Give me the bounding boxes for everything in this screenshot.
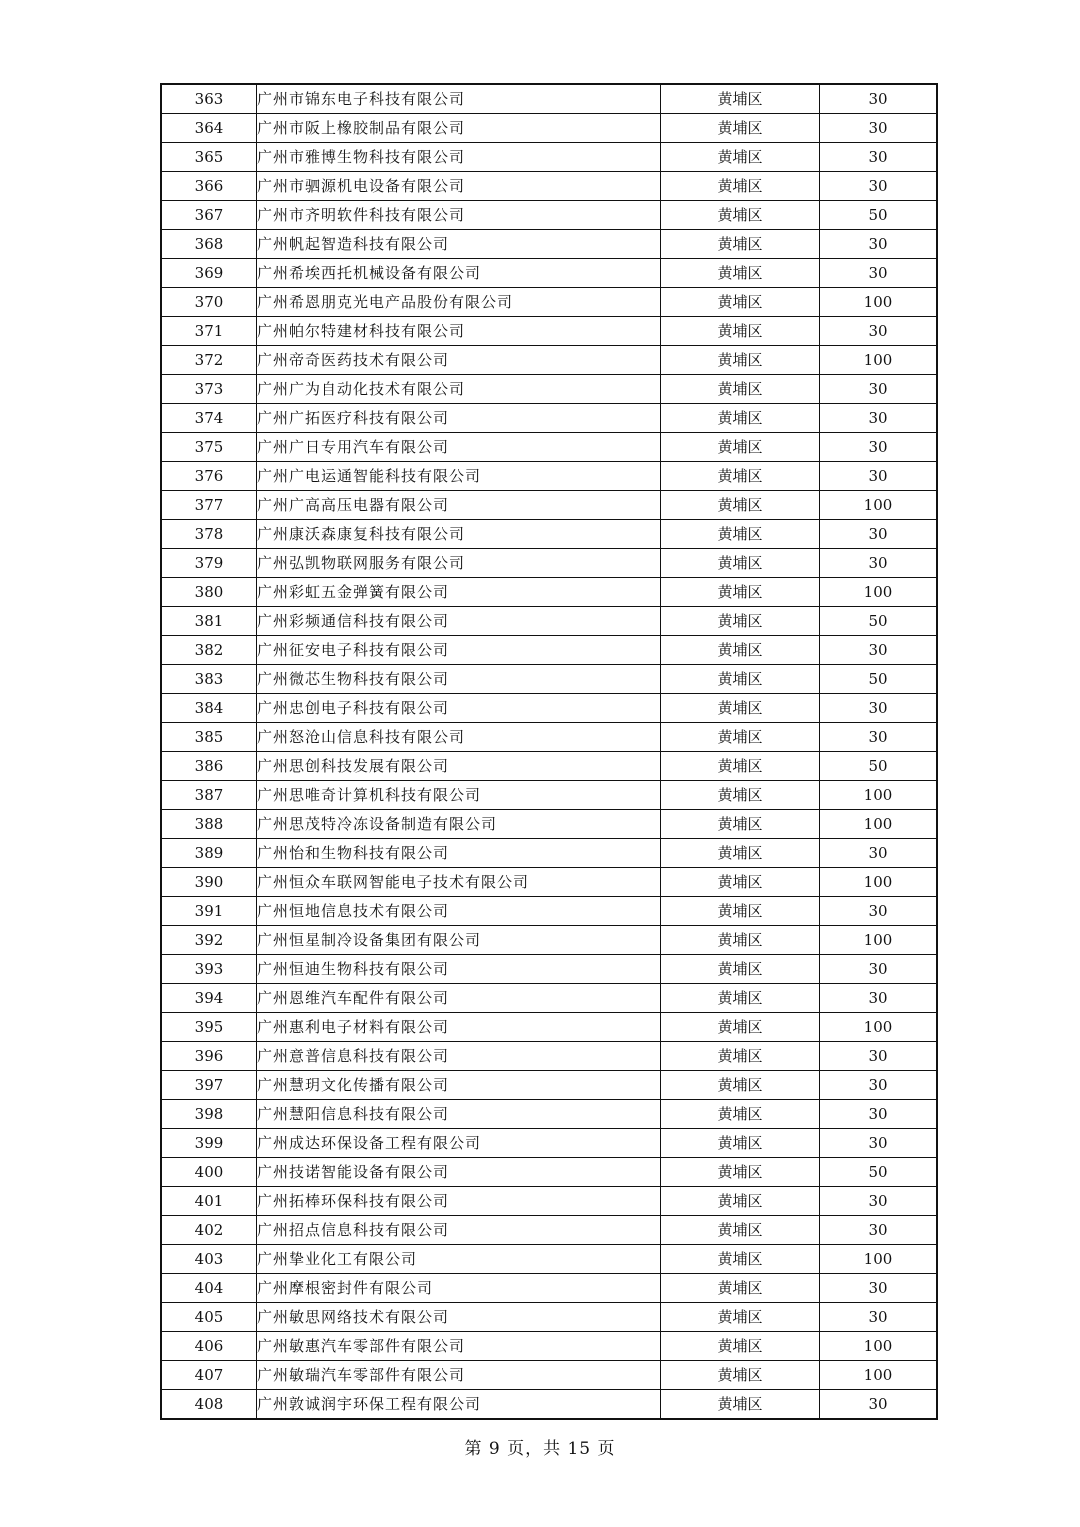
district-cell: 黄埔区 bbox=[661, 549, 820, 578]
row-number-cell: 390 bbox=[161, 868, 257, 897]
district-cell: 黄埔区 bbox=[661, 636, 820, 665]
row-number-cell: 386 bbox=[161, 752, 257, 781]
company-name-cell: 广州思茂特冷冻设备制造有限公司 bbox=[257, 810, 661, 839]
row-number-cell: 402 bbox=[161, 1216, 257, 1245]
district-cell: 黄埔区 bbox=[661, 462, 820, 491]
company-name-cell: 广州忠创电子科技有限公司 bbox=[257, 694, 661, 723]
company-name-cell: 广州彩频通信科技有限公司 bbox=[257, 607, 661, 636]
row-number-cell: 396 bbox=[161, 1042, 257, 1071]
company-list-table bbox=[160, 83, 938, 1420]
row-number-cell: 381 bbox=[161, 607, 257, 636]
district-cell: 黄埔区 bbox=[661, 665, 820, 694]
table-body bbox=[161, 84, 937, 1419]
company-name-cell: 广州摩根密封件有限公司 bbox=[257, 1274, 661, 1303]
table-row bbox=[161, 1071, 937, 1100]
table-row bbox=[161, 375, 937, 404]
row-number-cell: 400 bbox=[161, 1158, 257, 1187]
amount-cell: 30 bbox=[820, 1187, 938, 1216]
company-name-cell: 广州恒地信息技术有限公司 bbox=[257, 897, 661, 926]
amount-cell: 30 bbox=[820, 955, 938, 984]
amount-cell: 30 bbox=[820, 723, 938, 752]
district-cell: 黄埔区 bbox=[661, 1332, 820, 1361]
district-cell: 黄埔区 bbox=[661, 955, 820, 984]
amount-cell: 30 bbox=[820, 694, 938, 723]
table-row bbox=[161, 665, 937, 694]
amount-cell: 30 bbox=[820, 897, 938, 926]
row-number-cell: 393 bbox=[161, 955, 257, 984]
district-cell: 黄埔区 bbox=[661, 723, 820, 752]
row-number-cell: 407 bbox=[161, 1361, 257, 1390]
row-number-cell: 369 bbox=[161, 259, 257, 288]
amount-cell: 30 bbox=[820, 1216, 938, 1245]
amount-cell: 30 bbox=[820, 1071, 938, 1100]
table-row bbox=[161, 1013, 937, 1042]
row-number-cell: 382 bbox=[161, 636, 257, 665]
district-cell: 黄埔区 bbox=[661, 1042, 820, 1071]
row-number-cell: 405 bbox=[161, 1303, 257, 1332]
table-row bbox=[161, 114, 937, 143]
table-row bbox=[161, 752, 937, 781]
row-number-cell: 383 bbox=[161, 665, 257, 694]
amount-cell: 30 bbox=[820, 520, 938, 549]
district-cell: 黄埔区 bbox=[661, 317, 820, 346]
company-name-cell: 广州康沃森康复科技有限公司 bbox=[257, 520, 661, 549]
district-cell: 黄埔区 bbox=[661, 520, 820, 549]
table-row bbox=[161, 1100, 937, 1129]
amount-cell: 100 bbox=[820, 781, 938, 810]
district-cell: 黄埔区 bbox=[661, 114, 820, 143]
table-row bbox=[161, 491, 937, 520]
row-number-cell: 399 bbox=[161, 1129, 257, 1158]
row-number-cell: 367 bbox=[161, 201, 257, 230]
row-number-cell: 375 bbox=[161, 433, 257, 462]
table-row bbox=[161, 549, 937, 578]
company-name-cell: 广州市齐明软件科技有限公司 bbox=[257, 201, 661, 230]
district-cell: 黄埔区 bbox=[661, 346, 820, 375]
district-cell: 黄埔区 bbox=[661, 1361, 820, 1390]
amount-cell: 50 bbox=[820, 752, 938, 781]
amount-cell: 30 bbox=[820, 375, 938, 404]
amount-cell: 100 bbox=[820, 1245, 938, 1274]
table-row bbox=[161, 201, 937, 230]
amount-cell: 100 bbox=[820, 491, 938, 520]
table-row bbox=[161, 462, 937, 491]
table-row bbox=[161, 230, 937, 259]
company-name-cell: 广州弘凯物联网服务有限公司 bbox=[257, 549, 661, 578]
row-number-cell: 401 bbox=[161, 1187, 257, 1216]
company-name-cell: 广州彩虹五金弹簧有限公司 bbox=[257, 578, 661, 607]
district-cell: 黄埔区 bbox=[661, 1071, 820, 1100]
row-number-cell: 389 bbox=[161, 839, 257, 868]
company-name-cell: 广州恩维汽车配件有限公司 bbox=[257, 984, 661, 1013]
row-number-cell: 372 bbox=[161, 346, 257, 375]
company-name-cell: 广州恒星制冷设备集团有限公司 bbox=[257, 926, 661, 955]
company-name-cell: 广州思创科技发展有限公司 bbox=[257, 752, 661, 781]
company-name-cell: 广州市驷源机电设备有限公司 bbox=[257, 172, 661, 201]
amount-cell: 30 bbox=[820, 1042, 938, 1071]
amount-cell: 30 bbox=[820, 317, 938, 346]
district-cell: 黄埔区 bbox=[661, 578, 820, 607]
page-number-footer: 第 9 页，共 15 页 bbox=[464, 1439, 616, 1459]
row-number-cell: 387 bbox=[161, 781, 257, 810]
amount-cell: 30 bbox=[820, 433, 938, 462]
table-row bbox=[161, 1332, 937, 1361]
district-cell: 黄埔区 bbox=[661, 201, 820, 230]
district-cell: 黄埔区 bbox=[661, 752, 820, 781]
company-name-cell: 广州帕尔特建材科技有限公司 bbox=[257, 317, 661, 346]
company-name-cell: 广州思唯奇计算机科技有限公司 bbox=[257, 781, 661, 810]
company-name-cell: 广州广高高压电器有限公司 bbox=[257, 491, 661, 520]
row-number-cell: 374 bbox=[161, 404, 257, 433]
row-number-cell: 364 bbox=[161, 114, 257, 143]
table-row bbox=[161, 636, 937, 665]
amount-cell: 30 bbox=[820, 114, 938, 143]
district-cell: 黄埔区 bbox=[661, 926, 820, 955]
district-cell: 黄埔区 bbox=[661, 1245, 820, 1274]
amount-cell: 50 bbox=[820, 665, 938, 694]
row-number-cell: 368 bbox=[161, 230, 257, 259]
table-row bbox=[161, 172, 937, 201]
amount-cell: 30 bbox=[820, 259, 938, 288]
district-cell: 黄埔区 bbox=[661, 1187, 820, 1216]
company-name-cell: 广州挚业化工有限公司 bbox=[257, 1245, 661, 1274]
company-name-cell: 广州招点信息科技有限公司 bbox=[257, 1216, 661, 1245]
table-row bbox=[161, 955, 937, 984]
district-cell: 黄埔区 bbox=[661, 839, 820, 868]
row-number-cell: 408 bbox=[161, 1390, 257, 1420]
company-name-cell: 广州广日专用汽车有限公司 bbox=[257, 433, 661, 462]
table-row bbox=[161, 607, 937, 636]
amount-cell: 100 bbox=[820, 346, 938, 375]
row-number-cell: 403 bbox=[161, 1245, 257, 1274]
company-name-cell: 广州惠利电子材料有限公司 bbox=[257, 1013, 661, 1042]
company-name-cell: 广州拓棒环保科技有限公司 bbox=[257, 1187, 661, 1216]
district-cell: 黄埔区 bbox=[661, 84, 820, 114]
row-number-cell: 365 bbox=[161, 143, 257, 172]
amount-cell: 30 bbox=[820, 984, 938, 1013]
table-row bbox=[161, 781, 937, 810]
district-cell: 黄埔区 bbox=[661, 1216, 820, 1245]
table-row bbox=[161, 926, 937, 955]
company-name-cell: 广州技诺智能设备有限公司 bbox=[257, 1158, 661, 1187]
row-number-cell: 373 bbox=[161, 375, 257, 404]
company-name-cell: 广州广为自动化技术有限公司 bbox=[257, 375, 661, 404]
company-name-cell: 广州怡和生物科技有限公司 bbox=[257, 839, 661, 868]
company-name-cell: 广州希埃西托机械设备有限公司 bbox=[257, 259, 661, 288]
district-cell: 黄埔区 bbox=[661, 259, 820, 288]
table-row bbox=[161, 1390, 937, 1420]
row-number-cell: 388 bbox=[161, 810, 257, 839]
table-row bbox=[161, 1361, 937, 1390]
row-number-cell: 394 bbox=[161, 984, 257, 1013]
amount-cell: 30 bbox=[820, 1100, 938, 1129]
company-name-cell: 广州怒沧山信息科技有限公司 bbox=[257, 723, 661, 752]
table-row bbox=[161, 1158, 937, 1187]
row-number-cell: 406 bbox=[161, 1332, 257, 1361]
amount-cell: 30 bbox=[820, 1129, 938, 1158]
company-name-cell: 广州市阪上橡胶制品有限公司 bbox=[257, 114, 661, 143]
amount-cell: 100 bbox=[820, 1361, 938, 1390]
row-number-cell: 363 bbox=[161, 84, 257, 114]
table-row bbox=[161, 520, 937, 549]
amount-cell: 30 bbox=[820, 143, 938, 172]
amount-cell: 30 bbox=[820, 84, 938, 114]
table-row bbox=[161, 259, 937, 288]
table-row bbox=[161, 317, 937, 346]
district-cell: 黄埔区 bbox=[661, 433, 820, 462]
row-number-cell: 371 bbox=[161, 317, 257, 346]
amount-cell: 50 bbox=[820, 607, 938, 636]
district-cell: 黄埔区 bbox=[661, 172, 820, 201]
company-name-cell: 广州帝奇医药技术有限公司 bbox=[257, 346, 661, 375]
amount-cell: 100 bbox=[820, 1013, 938, 1042]
amount-cell: 100 bbox=[820, 288, 938, 317]
amount-cell: 30 bbox=[820, 230, 938, 259]
table-row bbox=[161, 346, 937, 375]
row-number-cell: 398 bbox=[161, 1100, 257, 1129]
row-number-cell: 377 bbox=[161, 491, 257, 520]
table-row bbox=[161, 839, 937, 868]
company-name-cell: 广州敏思网络技术有限公司 bbox=[257, 1303, 661, 1332]
district-cell: 黄埔区 bbox=[661, 897, 820, 926]
district-cell: 黄埔区 bbox=[661, 491, 820, 520]
table-row bbox=[161, 1042, 937, 1071]
amount-cell: 100 bbox=[820, 926, 938, 955]
district-cell: 黄埔区 bbox=[661, 288, 820, 317]
amount-cell: 50 bbox=[820, 201, 938, 230]
company-name-cell: 广州成达环保设备工程有限公司 bbox=[257, 1129, 661, 1158]
amount-cell: 50 bbox=[820, 1158, 938, 1187]
row-number-cell: 392 bbox=[161, 926, 257, 955]
amount-cell: 100 bbox=[820, 578, 938, 607]
company-name-cell: 广州敦诚润宇环保工程有限公司 bbox=[257, 1390, 661, 1420]
table-row bbox=[161, 694, 937, 723]
company-name-cell: 广州希恩朋克光电产品股份有限公司 bbox=[257, 288, 661, 317]
row-number-cell: 384 bbox=[161, 694, 257, 723]
amount-cell: 30 bbox=[820, 839, 938, 868]
table-row bbox=[161, 1187, 937, 1216]
company-name-cell: 广州恒众车联网智能电子技术有限公司 bbox=[257, 868, 661, 897]
company-name-cell: 广州市锦东电子科技有限公司 bbox=[257, 84, 661, 114]
row-number-cell: 378 bbox=[161, 520, 257, 549]
district-cell: 黄埔区 bbox=[661, 810, 820, 839]
company-name-cell: 广州慧阳信息科技有限公司 bbox=[257, 1100, 661, 1129]
table-row bbox=[161, 723, 937, 752]
row-number-cell: 404 bbox=[161, 1274, 257, 1303]
amount-cell: 30 bbox=[820, 549, 938, 578]
row-number-cell: 391 bbox=[161, 897, 257, 926]
company-name-cell: 广州敏瑞汽车零部件有限公司 bbox=[257, 1361, 661, 1390]
amount-cell: 100 bbox=[820, 868, 938, 897]
table-row bbox=[161, 404, 937, 433]
district-cell: 黄埔区 bbox=[661, 607, 820, 636]
row-number-cell: 380 bbox=[161, 578, 257, 607]
table-row bbox=[161, 1216, 937, 1245]
company-name-cell: 广州恒迪生物科技有限公司 bbox=[257, 955, 661, 984]
district-cell: 黄埔区 bbox=[661, 1390, 820, 1420]
district-cell: 黄埔区 bbox=[661, 1013, 820, 1042]
district-cell: 黄埔区 bbox=[661, 1158, 820, 1187]
amount-cell: 100 bbox=[820, 810, 938, 839]
table-row bbox=[161, 433, 937, 462]
row-number-cell: 366 bbox=[161, 172, 257, 201]
table-row bbox=[161, 1129, 937, 1158]
amount-cell: 30 bbox=[820, 1390, 938, 1420]
company-name-cell: 广州市雅博生物科技有限公司 bbox=[257, 143, 661, 172]
row-number-cell: 379 bbox=[161, 549, 257, 578]
company-name-cell: 广州广电运通智能科技有限公司 bbox=[257, 462, 661, 491]
district-cell: 黄埔区 bbox=[661, 1129, 820, 1158]
table-row bbox=[161, 1303, 937, 1332]
district-cell: 黄埔区 bbox=[661, 1100, 820, 1129]
company-name-cell: 广州意普信息科技有限公司 bbox=[257, 1042, 661, 1071]
district-cell: 黄埔区 bbox=[661, 143, 820, 172]
table-row bbox=[161, 897, 937, 926]
table-row bbox=[161, 868, 937, 897]
row-number-cell: 395 bbox=[161, 1013, 257, 1042]
company-name-cell: 广州微芯生物科技有限公司 bbox=[257, 665, 661, 694]
company-name-cell: 广州广拓医疗科技有限公司 bbox=[257, 404, 661, 433]
table-row bbox=[161, 1245, 937, 1274]
district-cell: 黄埔区 bbox=[661, 694, 820, 723]
table-row bbox=[161, 578, 937, 607]
district-cell: 黄埔区 bbox=[661, 984, 820, 1013]
company-name-cell: 广州敏惠汽车零部件有限公司 bbox=[257, 1332, 661, 1361]
amount-cell: 30 bbox=[820, 1274, 938, 1303]
amount-cell: 100 bbox=[820, 1332, 938, 1361]
district-cell: 黄埔区 bbox=[661, 868, 820, 897]
table-row bbox=[161, 984, 937, 1013]
table-row bbox=[161, 84, 937, 114]
table-row bbox=[161, 1274, 937, 1303]
amount-cell: 30 bbox=[820, 404, 938, 433]
row-number-cell: 376 bbox=[161, 462, 257, 491]
company-name-cell: 广州帆起智造科技有限公司 bbox=[257, 230, 661, 259]
company-name-cell: 广州征安电子科技有限公司 bbox=[257, 636, 661, 665]
amount-cell: 30 bbox=[820, 462, 938, 491]
table-row bbox=[161, 143, 937, 172]
district-cell: 黄埔区 bbox=[661, 404, 820, 433]
row-number-cell: 370 bbox=[161, 288, 257, 317]
company-name-cell: 广州慧玥文化传播有限公司 bbox=[257, 1071, 661, 1100]
row-number-cell: 397 bbox=[161, 1071, 257, 1100]
district-cell: 黄埔区 bbox=[661, 375, 820, 404]
amount-cell: 30 bbox=[820, 172, 938, 201]
district-cell: 黄埔区 bbox=[661, 1274, 820, 1303]
district-cell: 黄埔区 bbox=[661, 230, 820, 259]
row-number-cell: 385 bbox=[161, 723, 257, 752]
table-row bbox=[161, 810, 937, 839]
amount-cell: 30 bbox=[820, 1303, 938, 1332]
amount-cell: 30 bbox=[820, 636, 938, 665]
table-row bbox=[161, 288, 937, 317]
district-cell: 黄埔区 bbox=[661, 1303, 820, 1332]
district-cell: 黄埔区 bbox=[661, 781, 820, 810]
